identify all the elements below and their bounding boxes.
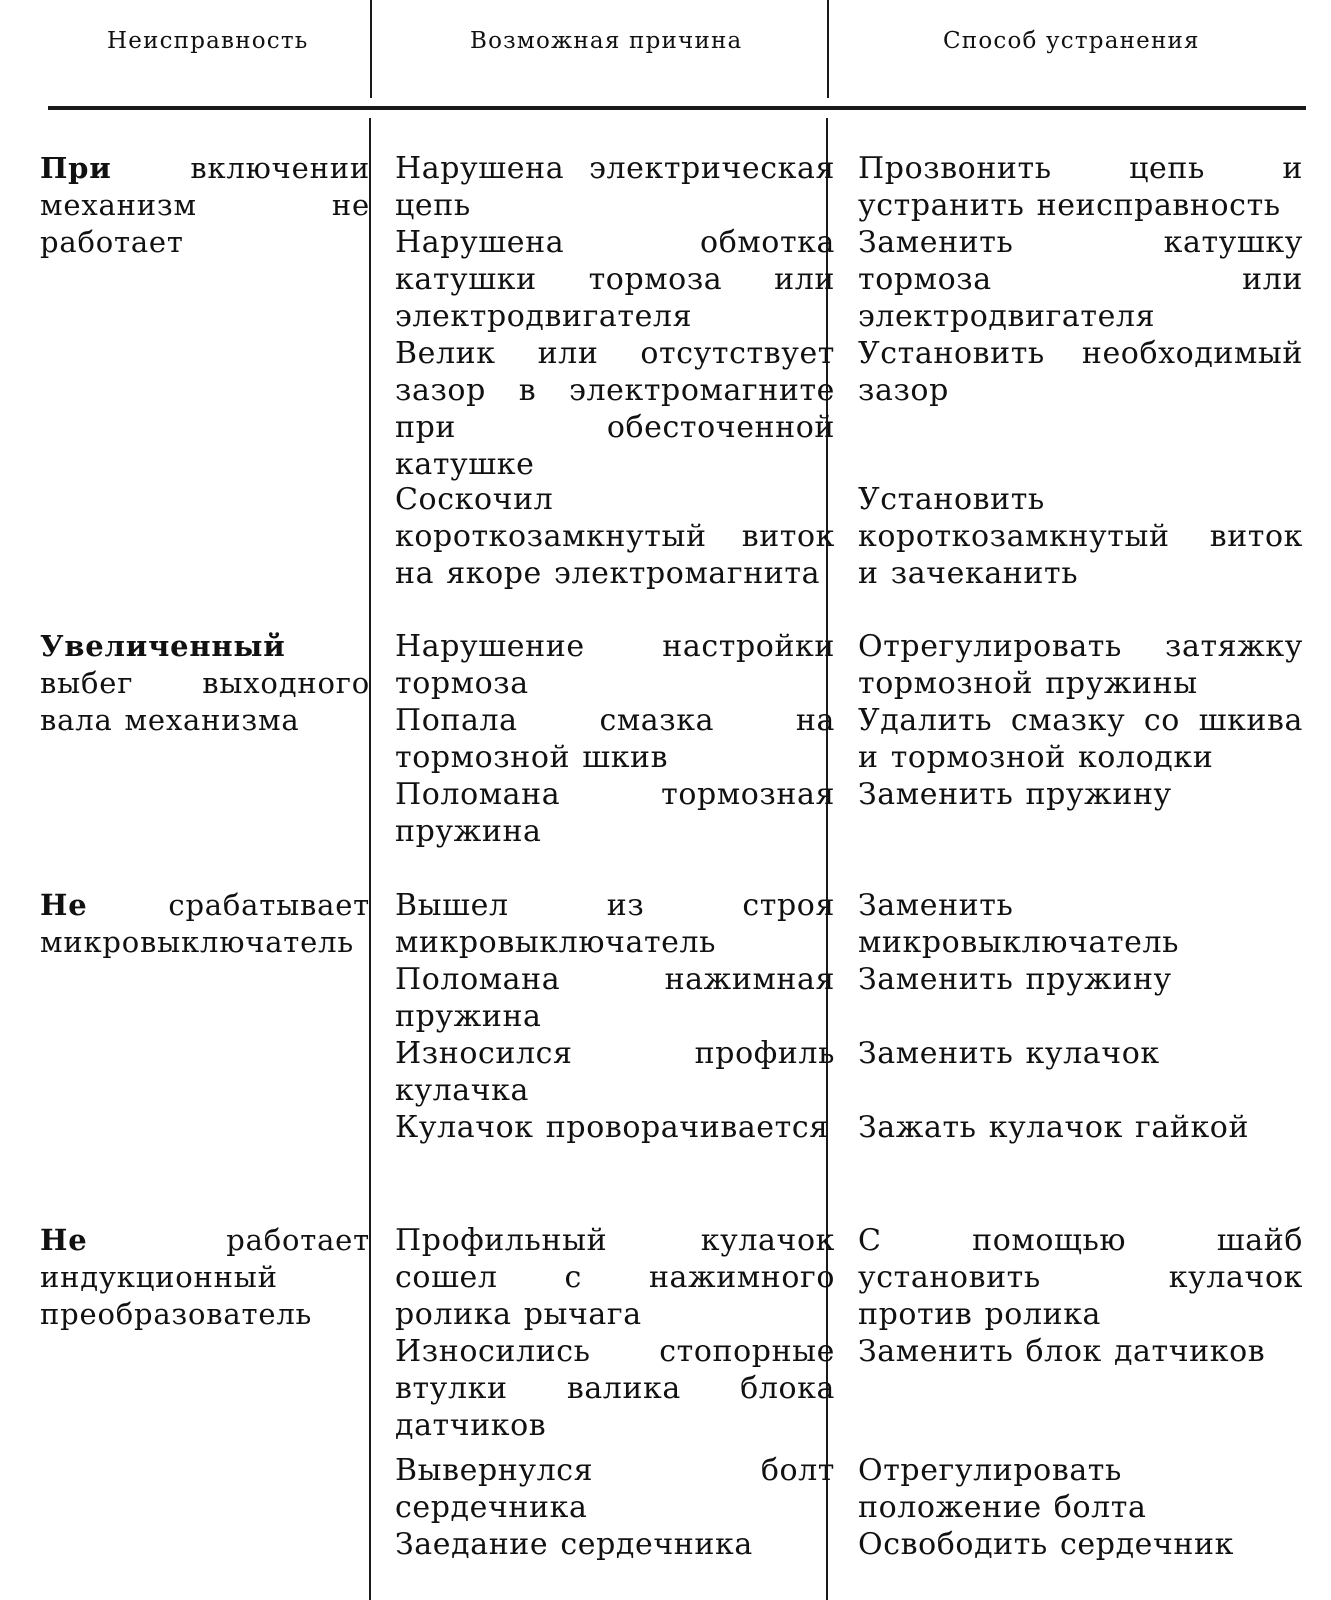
remedy-cell: Установить необходимый зазор <box>858 336 1303 408</box>
fault-text: включении механизм не работает <box>40 151 370 259</box>
fault-lead: При <box>40 151 112 185</box>
cause-cell: Кулачок проворачивается <box>395 1110 829 1145</box>
cause-cell: Нарушена обмотка катушки тормоза или электродвигателя <box>395 225 835 334</box>
remedy-cell: Прозвонить цепь и устранить неисправность <box>858 151 1303 223</box>
cause-cell: Вывернулся болт сердечника <box>395 1453 835 1525</box>
fault-lead: Не <box>40 888 88 922</box>
header-remedy: Способ устранения <box>943 28 1200 54</box>
header-cause: Возможная причина <box>470 28 743 54</box>
cause-cell: Попала смазка на тормозной шкив <box>395 703 835 775</box>
remedy-cell: Удалить смазку со шкива и тормозной колодки <box>858 703 1303 775</box>
cause-cell: Нарушена электрическая цепь <box>395 151 835 223</box>
cause-cell: Заедание сердечника <box>395 1527 753 1562</box>
column-divider-left <box>369 118 371 1600</box>
fault-cell <box>40 150 370 261</box>
header-fault: Неисправность <box>107 28 309 54</box>
remedy-cell: Отрегулировать положение болта <box>858 1453 1147 1525</box>
fault-cell <box>40 1222 370 1333</box>
cause-cell: Износился профиль кулачка <box>395 1036 835 1108</box>
remedy-cell: Освободить сердечник <box>858 1527 1234 1562</box>
remedy-cell: Заменить кулачок <box>858 1036 1160 1071</box>
header-divider-left <box>370 0 372 98</box>
remedy-cell: Заменить блок датчиков <box>858 1334 1266 1369</box>
remedy-cell: С помощью шайб установить кулачок против ролика <box>858 1223 1303 1332</box>
fault-text: работает индукционный преобразователь <box>40 1223 370 1331</box>
cause-cell: Велик или отсутствует зазор в электромагните при обесточенной катушке <box>395 336 835 482</box>
fault-text: срабатывает микровыключатель <box>40 888 370 959</box>
remedy-cell: Отрегулировать затяжку тормозной пружины <box>858 629 1303 701</box>
remedy-cell: Заменить пружину <box>858 962 1172 997</box>
header-rule <box>48 106 1306 110</box>
remedy-cell: Установить короткозамкнутый виток и зачеканить <box>858 482 1303 591</box>
cause-cell: Соскочил короткозамкнутый виток на якоре электромагнита <box>395 482 835 591</box>
header-divider-right <box>827 0 829 98</box>
cause-cell: Вышел из строя микровыключатель <box>395 888 835 960</box>
remedy-cell: Заменить микровыключатель <box>858 888 1180 960</box>
fault-cell <box>40 887 370 961</box>
cause-cell: Поломана нажимная пружина <box>395 962 835 1034</box>
remedy-cell: Заменить катушку тормоза или электродвигателя <box>858 225 1303 334</box>
cause-cell: Износились стопорные втулки валика блока датчиков <box>395 1334 835 1443</box>
fault-cell <box>40 628 370 739</box>
fault-text: выбег выходного вала механизма <box>40 666 370 737</box>
cause-cell: Поломана тормозная пружина <box>395 777 835 849</box>
cause-cell: Профильный кулачок сошел с нажимного ролика рычага <box>395 1223 835 1332</box>
remedy-cell: Зажать кулачок гайкой <box>858 1110 1250 1145</box>
fault-lead: Не <box>40 1223 88 1257</box>
remedy-cell: Заменить пружину <box>858 777 1172 812</box>
cause-cell: Нарушение настройки тормоза <box>395 629 835 701</box>
fault-lead: Увеличенный <box>40 629 286 663</box>
